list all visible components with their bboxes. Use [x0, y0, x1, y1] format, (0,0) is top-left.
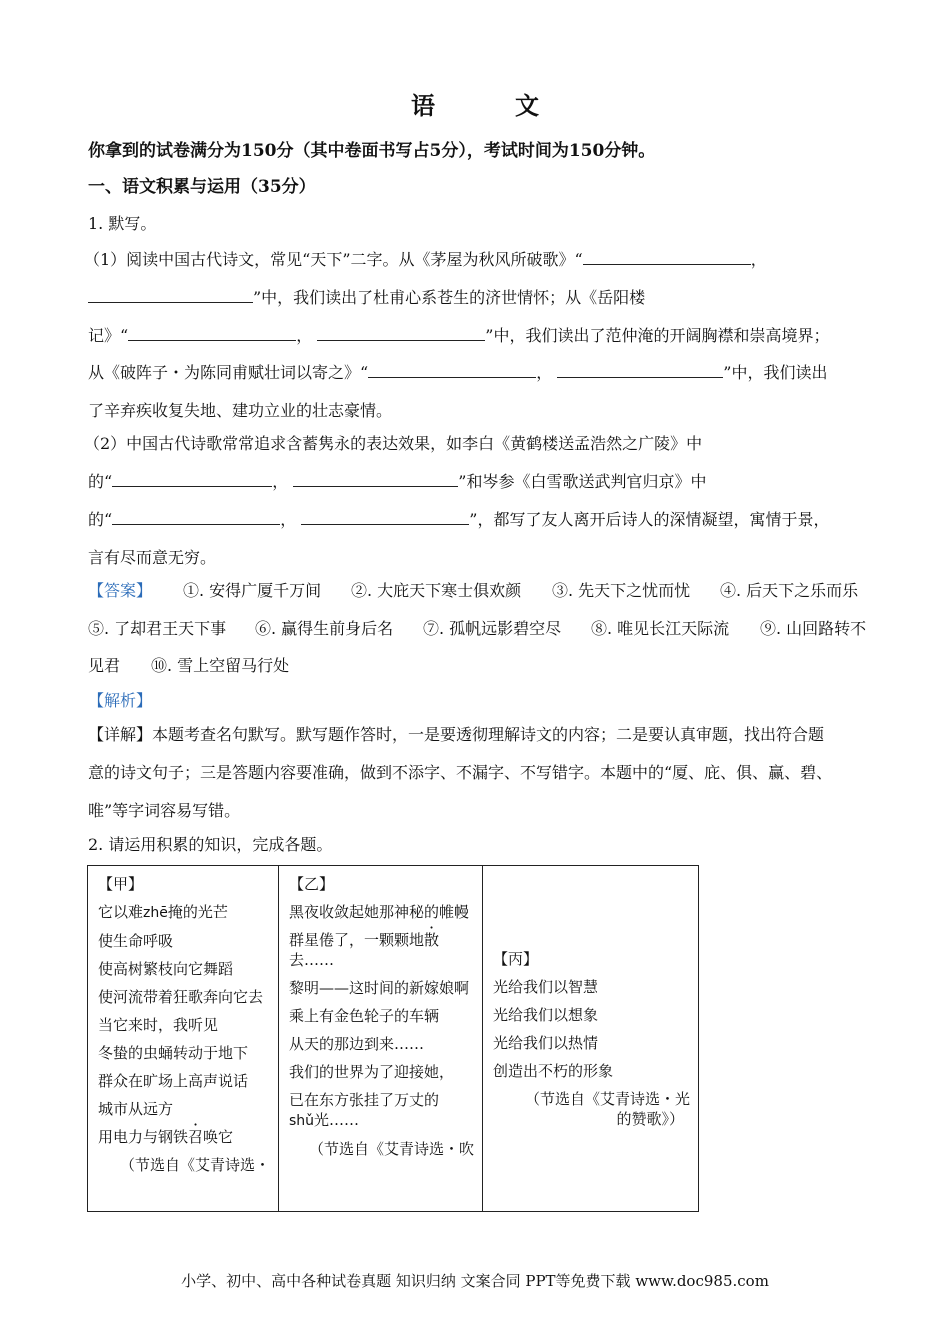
poem-label: 【甲】: [98, 875, 144, 893]
q1-line-1: （1）阅读中国古代诗文，常见“天下”二字。从《茅屋为秋风所破歌》“ ，: [84, 250, 767, 269]
q1-line-8: 的“ ， ”，都写了友人离开后诗人的深情凝望，寓情于景，: [88, 510, 830, 529]
answer-item: ⑤. 了却君王天下事: [88, 619, 227, 638]
exam-intro: 你拿到的试卷满分为150分（其中卷面书写占5分），考试时间为150分钟。: [88, 141, 656, 161]
poem-line: 使生命呼吸: [98, 932, 174, 950]
poem-cell-jia: [88, 866, 279, 1212]
poem-line: 光给我们以热情: [493, 1033, 599, 1052]
analysis-line: 意的诗文句子；三是答题内容要准确，做到不添字、不漏字、不写错字。本题中的“厦、庇、俱、赢、碧、: [88, 763, 833, 782]
q1-line-4: 从《破阵子・为陈同甫赋壮词以寄之》“ ， ”中，我们读出: [88, 363, 828, 382]
poem-line: 用电力与钢铁召唤它: [98, 1128, 234, 1146]
poem-cell-yi: [279, 866, 483, 1212]
poem-citation: 的赞歌》）: [616, 1109, 684, 1128]
poem-line: 黎明——这时间的新嫁娘啊: [289, 979, 470, 997]
poem-line: 我们的世界为了迎接她，: [289, 1063, 455, 1081]
poem-line: 群星倦了，一颗颗地散去……: [289, 931, 440, 969]
q1-line-9: 言有尽而意无穷。: [88, 548, 217, 567]
answer-item: 见君: [88, 656, 121, 675]
footer: 小学、初中、高中各种试卷真题 知识归纳 文案合同 PPT等免费下载 www.doc985.com: [181, 1272, 769, 1290]
poem-line: 它以难zhē掩的光芒: [98, 903, 228, 921]
q1-line-3: 记》“ ， ”中，我们读出了范仲淹的开阔胸襟和崇高境界；: [88, 326, 830, 345]
answer-item: ⑩. 雪上空留马行处: [151, 656, 290, 675]
answer-blank[interactable]: [557, 363, 723, 378]
poem-citation: （节选自《艾青诗选・: [119, 1156, 270, 1174]
poem-line: 光给我们以想象: [493, 1005, 599, 1024]
answer-item: ③. 先天下之忧而忧: [552, 581, 691, 600]
answer-item: ②. 大庇天下寒士俱欢颜: [351, 581, 522, 600]
answer-item: ⑨. 山回路转不: [760, 619, 867, 638]
section-heading: 一、语文积累与运用（35分）: [88, 177, 316, 197]
poem-line: 光给我们以智慧: [493, 977, 599, 996]
analysis-line: 【详解】本题考查名句默写。默写题作答时，一是要透彻理解诗文的内容；二是要认真审题，找出符合题: [88, 725, 825, 744]
answer-blank[interactable]: [301, 510, 469, 525]
answer-item: ①. 安得广厦千万间: [183, 581, 322, 600]
poem-line: 当它来时，我听见: [98, 1016, 219, 1034]
answer-item: ⑧. 唯见长江天际流: [591, 619, 730, 638]
poem-line: 冬蛰的虫蛹转动于地下: [98, 1044, 249, 1062]
answer-blank[interactable]: [112, 510, 280, 525]
poem-line: 从天的那边到来……: [289, 1035, 425, 1053]
question-2-stem: 2. 请运用积累的知识，完成各题。: [88, 835, 333, 854]
analysis-tag: 【解析】: [88, 691, 153, 710]
poem-line: 城市从远方: [98, 1100, 174, 1118]
poem-label: 【丙】: [493, 949, 539, 968]
poem-line: 使河流带着狂歌奔向它去: [98, 988, 264, 1006]
answer-blank[interactable]: [368, 363, 536, 378]
question-1-stem: 1. 默写。: [88, 214, 157, 233]
poem-line: 使高树繁枝向它舞蹈: [98, 960, 234, 978]
poem-citation: （节选自《艾青诗选・吹: [308, 1140, 474, 1158]
poem-line: 乘上有金色轮子的车辆: [289, 1007, 440, 1025]
q1-line-5: 了辛弃疾收复失地、建功立业的壮志豪情。: [88, 401, 393, 420]
answer-blank[interactable]: [317, 326, 485, 341]
answer-blank[interactable]: [293, 472, 458, 487]
answer-blank[interactable]: [583, 250, 751, 265]
poem-line: 已在东方张挂了万丈的 shǔ光……: [289, 1091, 440, 1129]
answer-item: ⑥. 赢得生前身后名: [255, 619, 394, 638]
answer-item: ④. 后天下之乐而乐: [720, 581, 859, 600]
poem-line: 黑夜收敛起她那神秘的帷幔: [289, 903, 470, 921]
poem-line: 群众在旷场上高声说话: [98, 1072, 249, 1090]
answer-blank[interactable]: [112, 472, 272, 487]
q1-line-6: （2）中国古代诗歌常常追求含蓄隽永的表达效果，如李白《黄鹤楼送孟浩然之广陵》中: [84, 434, 703, 453]
q1-line-2: ”中，我们读出了杜甫心系苍生的济世情怀；从《岳阳楼: [88, 287, 645, 309]
q1-line-7: 的“ ， ”和岑参《白雪歌送武判官归京》中: [88, 472, 707, 491]
page-title: 语 文: [411, 91, 567, 120]
poems-table: [87, 865, 699, 1212]
poem-label: 【乙】: [289, 875, 335, 893]
answer-item: ⑦. 孤帆远影碧空尽: [423, 619, 562, 638]
analysis-line: 唯”等字词容易写错。: [88, 801, 241, 820]
answer-blank[interactable]: [128, 326, 296, 341]
answer-tag: 【答案】: [88, 581, 153, 600]
answer-blank[interactable]: [88, 288, 253, 303]
poem-citation: （节选自《艾青诗选・光: [524, 1089, 690, 1108]
poem-line: 创造出不朽的形象: [493, 1061, 614, 1080]
poem-cell-bing: [483, 866, 699, 1212]
